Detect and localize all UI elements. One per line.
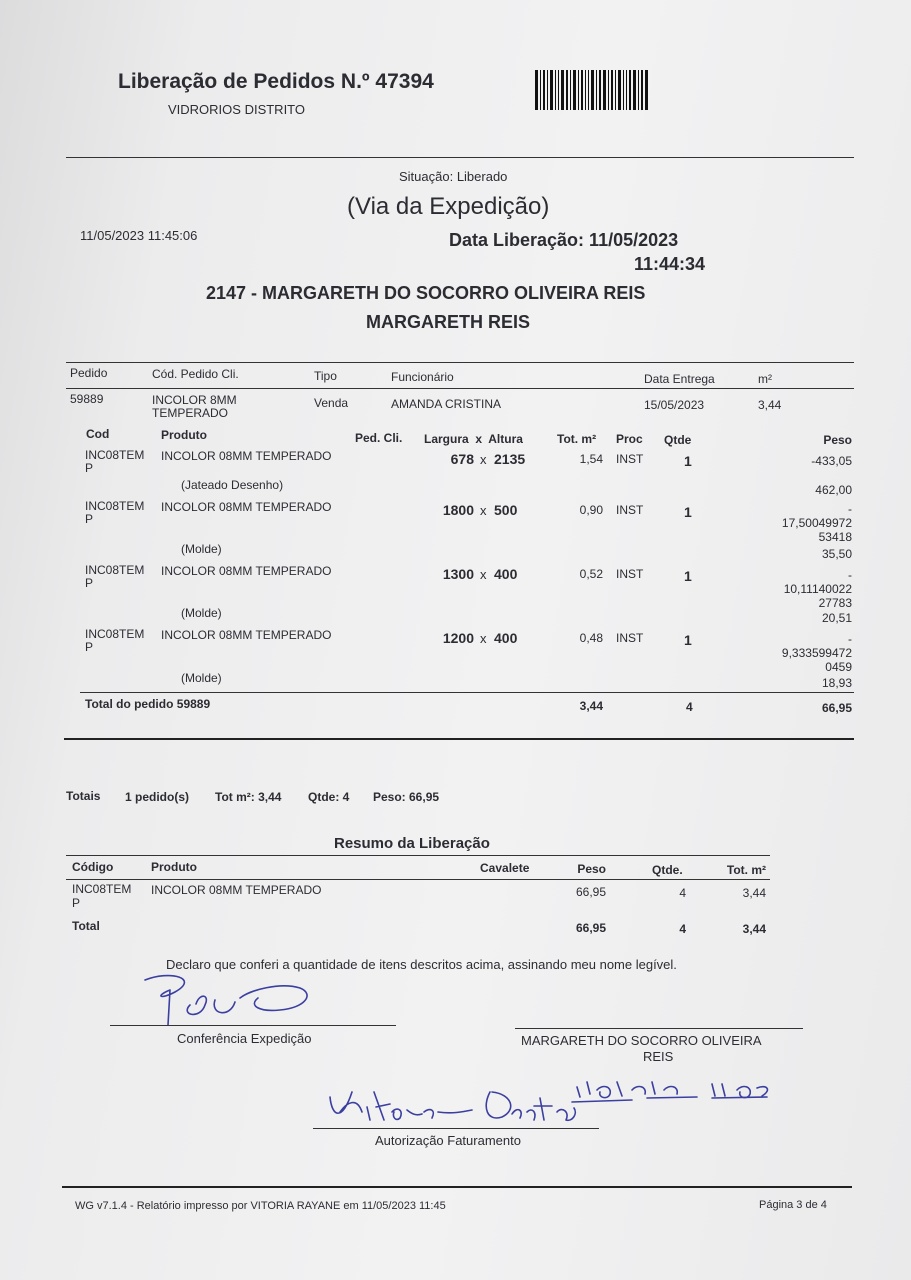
resumo-col-qtde: Qtde. — [652, 863, 683, 877]
resumo-peso: 66,95 — [575, 885, 606, 899]
items-col-peso: Peso — [823, 433, 852, 447]
item-peso-note: 18,93 — [821, 676, 852, 690]
data-entrega-value: 15/05/2023 — [644, 398, 705, 412]
via-label: (Via da Expedição) — [347, 193, 550, 220]
item-largura: 1200 — [442, 630, 474, 646]
handwritten-signature-conferencia — [130, 960, 330, 1030]
item-peso-decimal-cont: 27783 — [818, 596, 852, 610]
item-largura: 678 — [450, 451, 474, 467]
items-col-produto: Produto — [161, 428, 207, 442]
order-total-qtde: 4 — [686, 700, 693, 714]
hora-liberacao: 11:44:34 — [634, 254, 706, 274]
document-title: Liberação de Pedidos N.º 47394 — [118, 70, 434, 93]
col-tipo: Tipo — [314, 369, 337, 383]
resumo-title: Resumo da Liberação — [334, 835, 490, 852]
total-divider — [80, 692, 854, 693]
resumo-produto: INCOLOR 08MM TEMPERADO — [151, 883, 322, 897]
item-x: x — [480, 631, 487, 646]
item-peso-decimal-cont: 53418 — [818, 530, 852, 544]
footer-printed-by: WG v7.1.4 - Relatório impresso por VITORIA RAYANE em 11/05/2023 11:45 — [75, 1200, 446, 1212]
item-altura: 400 — [494, 630, 518, 646]
item-altura: 2135 — [494, 451, 526, 467]
items-col-tot-m2: Tot. m² — [557, 432, 597, 446]
item-altura: 500 — [494, 502, 518, 518]
item-note: (Molde) — [181, 606, 222, 620]
client-name: 2147 - MARGARETH DO SOCORRO OLIVEIRA REIS — [206, 283, 646, 303]
order-total-m2: 3,44 — [579, 699, 603, 713]
signature-line-client — [515, 1028, 803, 1029]
resumo-header-divider — [66, 879, 770, 880]
declaration-text: Declaro que conferi a quantidade de itens descritos acima, assinando meu nome legível. — [166, 957, 677, 972]
item-x: x — [480, 503, 487, 518]
header-divider — [66, 157, 854, 158]
item-x: x — [480, 452, 487, 467]
item-peso: -433,05 — [811, 454, 852, 468]
client-short-name: MARGARETH REIS — [366, 312, 531, 332]
m2-value: 3,44 — [758, 398, 782, 412]
items-col-ped-cli: Ped. Cli. — [355, 431, 403, 445]
resumo-tot-m2: 3,44 — [742, 886, 766, 900]
resumo-top-divider — [66, 855, 770, 856]
items-col-proc: Proc — [616, 432, 643, 446]
item-peso: - — [848, 568, 852, 582]
signature-line-conferencia — [110, 1025, 396, 1026]
resumo-cod-suffix: P — [72, 896, 81, 910]
tipo-value: Venda — [314, 396, 349, 410]
print-timestamp: 11/05/2023 11:45:06 — [80, 228, 198, 243]
item-cod-suffix: P — [85, 576, 94, 590]
col-pedido: Pedido — [70, 366, 108, 380]
item-proc: INST — [616, 452, 644, 466]
item-cod-suffix: P — [85, 512, 94, 526]
resumo-col-produto: Produto — [151, 860, 197, 874]
item-peso: - — [848, 502, 852, 516]
item-cod: INC08TEM — [85, 563, 145, 577]
conferencia-label: Conferência Expedição — [177, 1031, 312, 1046]
item-produto: INCOLOR 08MM TEMPERADO — [161, 500, 332, 514]
autorizacao-label: Autorização Faturamento — [375, 1133, 521, 1148]
item-tot-m2: 0,48 — [579, 631, 603, 645]
item-qtde: 1 — [684, 504, 692, 520]
company-name: VIDRORIOS DISTRITO — [168, 102, 305, 117]
col-funcionario: Funcionário — [391, 370, 454, 384]
item-proc: INST — [616, 567, 644, 581]
item-cod: INC08TEM — [85, 627, 145, 641]
pedido-number: 59889 — [70, 392, 104, 406]
resumo-total-label: Total — [72, 919, 100, 933]
item-peso-decimal: 9,333599472 — [781, 646, 852, 660]
footer-divider — [62, 1186, 852, 1188]
client-signature-line2: REIS — [643, 1049, 674, 1064]
item-peso-decimal: 10,11140022 — [783, 582, 852, 596]
item-note: (Jateado Desenho) — [181, 478, 284, 492]
item-tot-m2: 0,52 — [579, 567, 603, 581]
item-proc: INST — [616, 503, 644, 517]
cod-cli-line2: TEMPERADO — [152, 406, 229, 420]
totais-peso: Peso: 66,95 — [373, 790, 440, 804]
data-liberacao: Data Liberação: 11/05/2023 — [449, 230, 679, 250]
item-altura: 400 — [494, 566, 518, 582]
item-qtde: 1 — [684, 632, 692, 648]
item-produto: INCOLOR 08MM TEMPERADO — [161, 564, 332, 578]
item-x: x — [480, 567, 487, 582]
resumo-col-cavalete: Cavalete — [480, 861, 530, 875]
item-note: (Molde) — [181, 542, 222, 556]
totais-label: Totais — [66, 789, 101, 803]
order-total-label: Total do pedido 59889 — [85, 697, 211, 711]
order-header-divider — [66, 388, 854, 389]
item-largura: 1800 — [442, 502, 474, 518]
item-peso-note: 35,50 — [821, 547, 852, 561]
order-bottom-divider — [64, 738, 854, 740]
col-m2: m² — [758, 372, 772, 386]
item-cod: INC08TEM — [85, 448, 145, 462]
item-produto: INCOLOR 08MM TEMPERADO — [161, 628, 332, 642]
item-cod-suffix: P — [85, 640, 94, 654]
item-tot-m2: 1,54 — [579, 452, 603, 466]
order-top-divider — [66, 362, 854, 363]
signature-line-autorizacao — [313, 1128, 599, 1129]
resumo-col-codigo: Código — [72, 860, 114, 874]
items-col-largura-altura: Largura x Altura — [424, 432, 523, 446]
item-peso: - — [848, 632, 852, 646]
page-number: Página 3 de 4 — [759, 1199, 827, 1211]
totais-m2: Tot m²: 3,44 — [215, 790, 282, 804]
item-peso-decimal: 17,50049972 — [781, 516, 852, 530]
resumo-cod: INC08TEM — [72, 882, 132, 896]
resumo-total-tot-m2: 3,44 — [742, 922, 766, 936]
item-qtde: 1 — [684, 568, 692, 584]
resumo-total-qtde: 4 — [679, 922, 686, 936]
item-peso-decimal-cont: 0459 — [825, 660, 852, 674]
item-note: (Molde) — [181, 671, 222, 685]
item-proc: INST — [616, 631, 644, 645]
handwritten-signature-autorizacao — [312, 1062, 782, 1132]
barcode — [535, 70, 675, 110]
item-cod: INC08TEM — [85, 499, 145, 513]
items-col-cod: Cod — [86, 427, 110, 441]
client-signature-line1: MARGARETH DO SOCORRO OLIVEIRA — [521, 1033, 762, 1048]
item-produto: INCOLOR 08MM TEMPERADO — [161, 449, 332, 463]
item-cod-suffix: P — [85, 461, 94, 475]
resumo-col-tot-m2: Tot. m² — [726, 863, 766, 877]
funcionario-value: AMANDA CRISTINA — [391, 397, 502, 411]
item-qtde: 1 — [684, 453, 692, 469]
situacao: Situação: Liberado — [399, 169, 508, 184]
col-data-entrega: Data Entrega — [644, 372, 715, 386]
item-tot-m2: 0,90 — [579, 503, 603, 517]
totais-pedidos: 1 pedido(s) — [125, 790, 190, 804]
cod-cli-line1: INCOLOR 8MM — [152, 393, 237, 407]
order-total-peso: 66,95 — [821, 701, 852, 715]
resumo-total-peso: 66,95 — [575, 921, 606, 935]
col-cod-pedido-cli: Cód. Pedido Cli. — [152, 367, 239, 381]
item-largura: 1300 — [442, 566, 474, 582]
totais-qtde: Qtde: 4 — [308, 790, 350, 804]
items-col-qtde: Qtde — [664, 433, 692, 447]
item-peso-note: 20,51 — [821, 611, 852, 625]
resumo-col-peso: Peso — [577, 862, 606, 876]
item-peso-note: 462,00 — [815, 483, 852, 497]
resumo-qtde: 4 — [679, 886, 686, 900]
